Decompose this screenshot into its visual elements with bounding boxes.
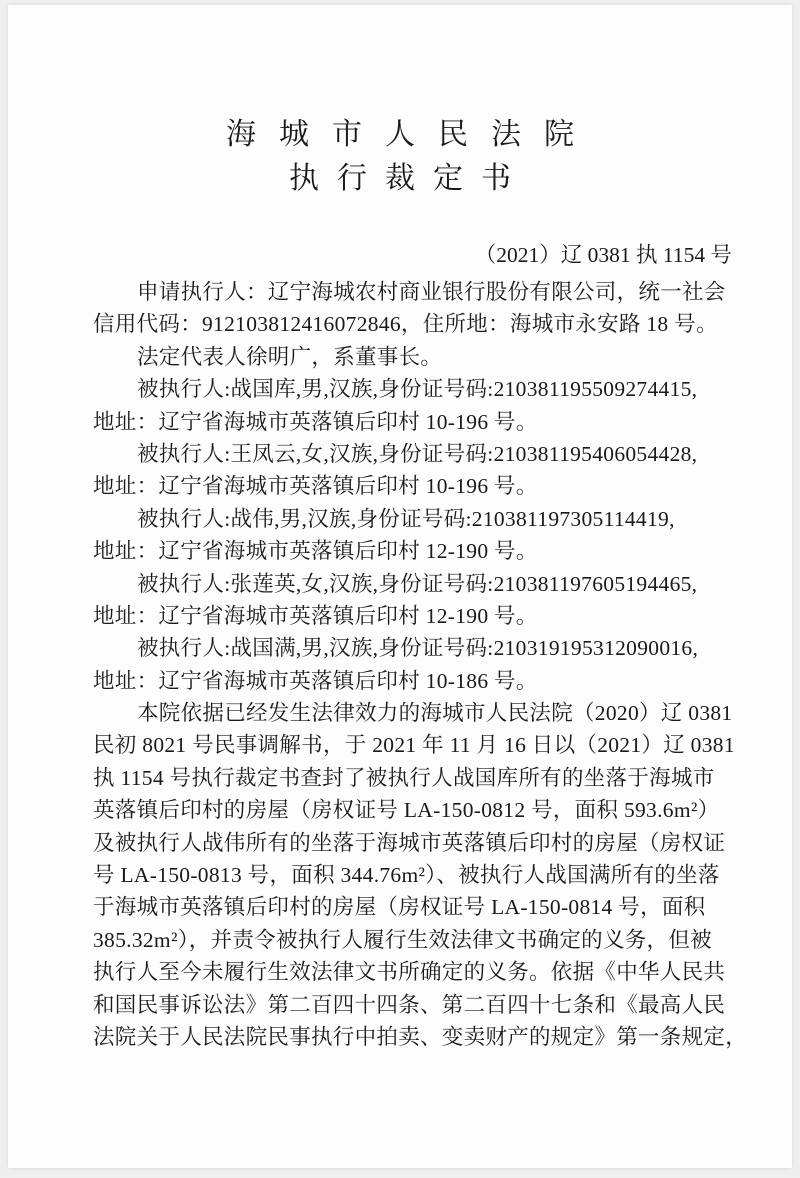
document-line: 英落镇后印村的房屋（房权证号 LA-150-0812 号，面积 593.6m²） xyxy=(93,798,720,823)
document-line: 法院关于人民法院民事执行中拍卖、变卖财产的规定》第一条规定， xyxy=(93,1024,748,1049)
document-line: 申请执行人：辽宁海城农村商业银行股份有限公司，统一社会 xyxy=(137,280,726,304)
document-line: 被执行人:战伟,男,汉族,身份证号码:210381197305114419, xyxy=(137,506,675,531)
document-line: 被执行人:王凤云,女,汉族,身份证号码:210381195406054428, xyxy=(137,441,698,466)
document-line: 地址：辽宁省海城市英落镇后印村 10-196 号。 xyxy=(93,409,538,434)
document-type-title: 执行裁定书 xyxy=(289,162,529,195)
document-line: 及被执行人战伟所有的坐落于海城市英落镇后印村的房屋（房权证 xyxy=(93,830,726,855)
document-body xyxy=(93,276,748,1053)
document-line: 地址：辽宁省海城市英落镇后印村 10-196 号。 xyxy=(93,474,538,499)
document-line: 385.32m²），并责令被执行人履行生效法律文书确定的义务，但被 xyxy=(93,927,712,952)
court-name-title: 海城市人民法院 xyxy=(226,118,597,151)
document-line: 信用代码：912103812416072846，住所地：海城市永安路 18 号。 xyxy=(93,312,718,337)
document-line: 地址：辽宁省海城市英落镇后印村 10-186 号。 xyxy=(93,668,538,693)
document-line: 本院依据已经发生法律效力的海城市人民法院（2020）辽 0381 xyxy=(137,701,733,726)
document-page xyxy=(8,5,792,1168)
document-line: 被执行人:张莲英,女,汉族,身份证号码:210381197605194465, xyxy=(137,571,698,596)
document-line: 被执行人:战国满,男,汉族,身份证号码:210319195312090016, xyxy=(137,636,699,661)
document-line: 被执行人:战国库,男,汉族,身份证号码:210381195509274415, xyxy=(137,377,698,402)
document-line: 民初 8021 号民事调解书，于 2021 年 11 月 16 日以（2021）辽 0381 xyxy=(93,733,735,758)
document-line: 法定代表人徐明广，系董事长。 xyxy=(137,344,443,369)
document-line: 地址：辽宁省海城市英落镇后印村 12-190 号。 xyxy=(93,603,538,628)
document-line: 地址：辽宁省海城市英落镇后印村 12-190 号。 xyxy=(93,539,538,564)
document-line: 号 LA-150-0813 号，面积 344.76m²）、被执行人战国满所有的坐落 xyxy=(93,863,720,888)
document-line: 于海城市英落镇后印村的房屋（房权证号 LA-150-0814 号，面积 xyxy=(93,895,706,920)
document-line: 执 1154 号执行裁定书查封了被执行人战国库所有的坐落于海城市 xyxy=(93,765,715,790)
case-number: （2021）辽 0381 执 1154 号 xyxy=(474,243,732,267)
document-line: 执行人至今未履行生效法律文书所确定的义务。依据《中华人民共 xyxy=(93,960,726,985)
document-line: 和国民事诉讼法》第二百四十四条、第二百四十七条和《最高人民 xyxy=(93,992,726,1017)
